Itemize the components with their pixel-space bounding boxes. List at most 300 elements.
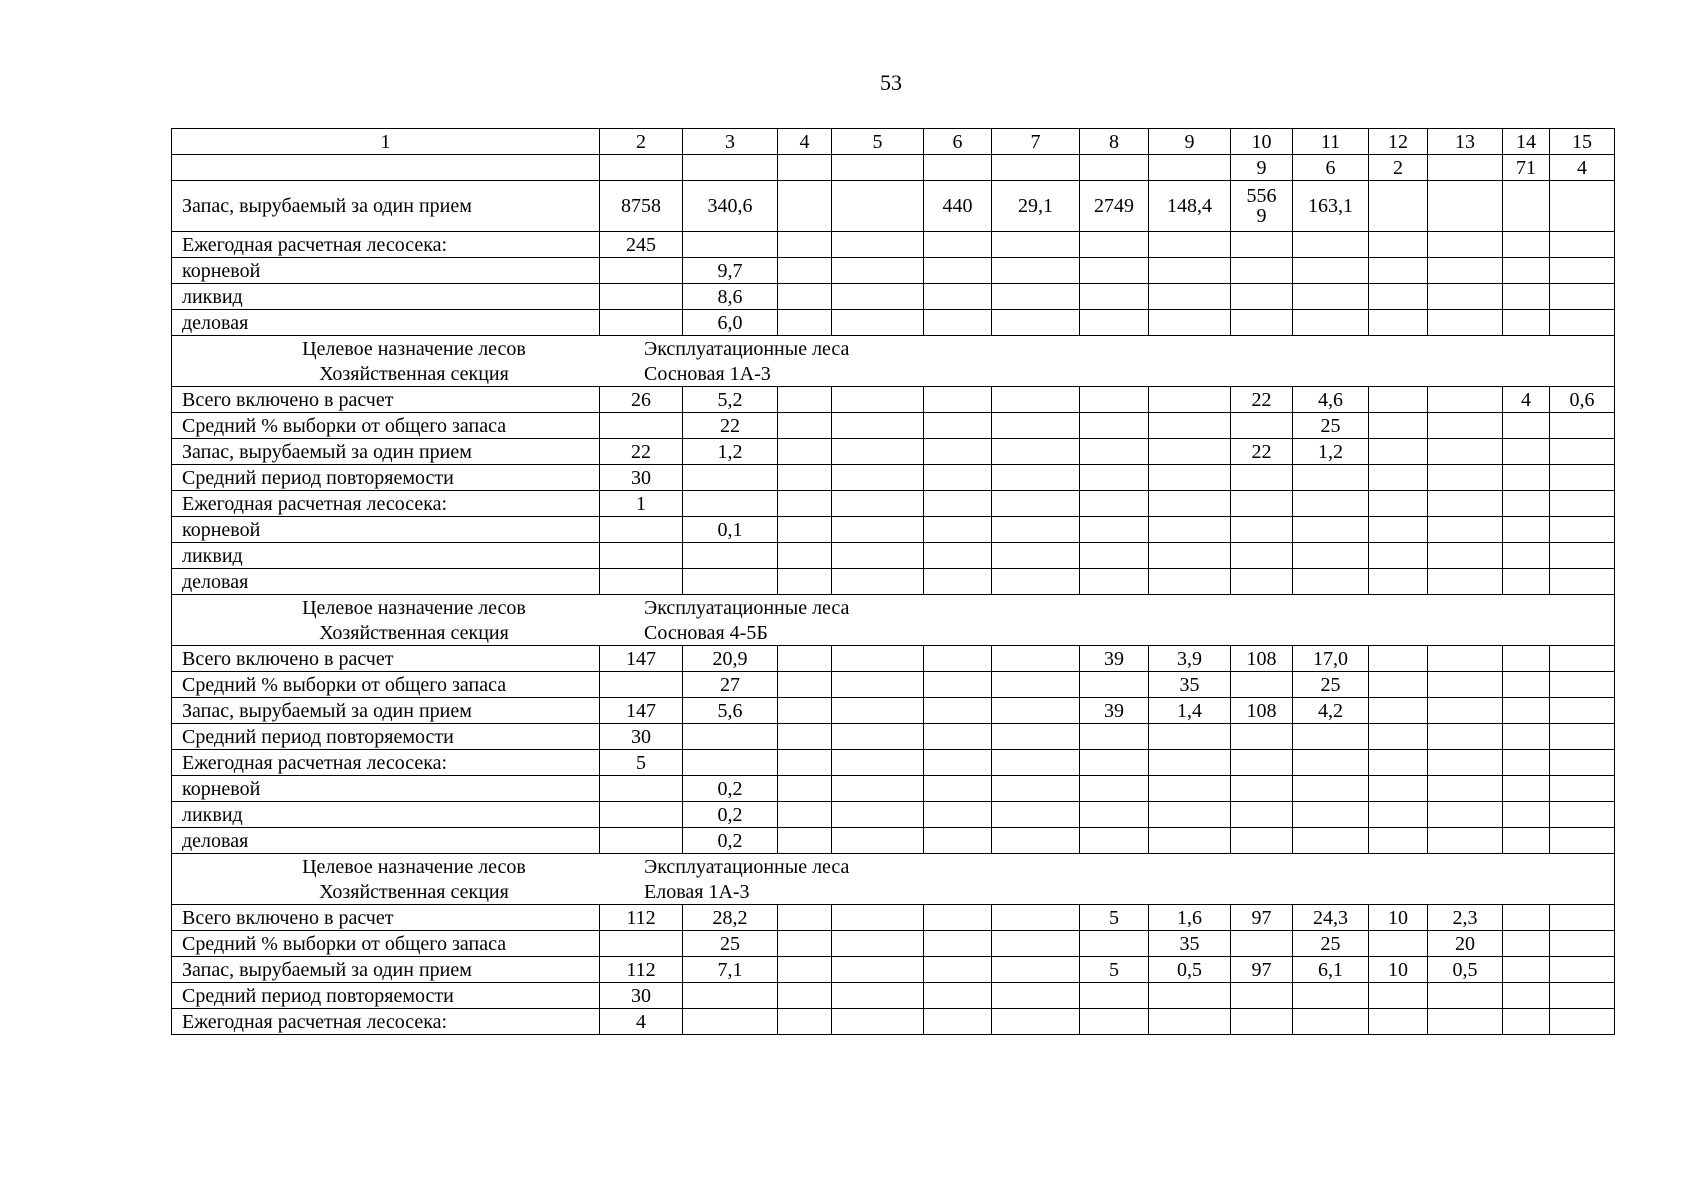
table-cell	[1503, 983, 1550, 1009]
column-number-cell: 4	[778, 129, 832, 155]
table-cell: 22	[600, 439, 683, 465]
table-cell	[1149, 750, 1231, 776]
table-cell: 163,1	[1293, 181, 1369, 232]
table-cell	[778, 387, 832, 413]
table-row	[172, 439, 1615, 465]
table-cell	[1369, 672, 1428, 698]
table-cell	[1550, 646, 1615, 672]
table-cell	[1503, 698, 1550, 724]
table-cell	[1550, 258, 1615, 284]
table-cell	[778, 698, 832, 724]
section-label: Хозяйственная секция	[319, 621, 509, 644]
table-cell	[778, 646, 832, 672]
table-cell	[1293, 1009, 1369, 1035]
table-cell	[1293, 750, 1369, 776]
table-cell	[992, 983, 1080, 1009]
table-cell	[1503, 905, 1550, 931]
table-cell	[1231, 672, 1293, 698]
table-cell: 147	[600, 698, 683, 724]
table-cell: 10	[1369, 957, 1428, 983]
table-cell	[1369, 310, 1428, 336]
table-cell	[1149, 491, 1231, 517]
row-label: деловая	[172, 569, 600, 595]
table-row	[172, 905, 1615, 931]
table-cell	[832, 569, 924, 595]
table-cell	[778, 828, 832, 854]
table-cell	[1503, 569, 1550, 595]
table-cell	[1293, 232, 1369, 258]
table-cell	[600, 802, 683, 828]
table-cell: 29,1	[992, 181, 1080, 232]
table-cell	[1293, 724, 1369, 750]
table-cell: 1,6	[1149, 905, 1231, 931]
table-cell	[832, 413, 924, 439]
table-cell	[1293, 517, 1369, 543]
table-cell	[1149, 284, 1231, 310]
table-cell: 30	[600, 465, 683, 491]
table-cell	[1428, 646, 1503, 672]
table-cell	[1149, 387, 1231, 413]
table-cell	[1369, 776, 1428, 802]
section-header-cell	[172, 854, 1615, 905]
table-cell	[683, 465, 778, 491]
table-cell	[1231, 1009, 1293, 1035]
table-cell	[1293, 491, 1369, 517]
table-cell: 35	[1149, 672, 1231, 698]
table-cell	[924, 750, 992, 776]
table-cell	[778, 517, 832, 543]
table-cell	[924, 957, 992, 983]
table-cell	[924, 931, 992, 957]
table-cell	[992, 258, 1080, 284]
table-cell	[832, 181, 924, 232]
row-label: деловая	[172, 310, 600, 336]
table-cell	[924, 569, 992, 595]
table-cell: 1,2	[1293, 439, 1369, 465]
table-cell	[1080, 465, 1149, 491]
table-cell	[600, 517, 683, 543]
table-cell	[1550, 413, 1615, 439]
section-header-cell	[172, 336, 1615, 387]
table-cell: 6,0	[683, 310, 778, 336]
table-cell	[1293, 828, 1369, 854]
table-cell	[924, 646, 992, 672]
table-cell	[832, 983, 924, 1009]
table-cell: 24,3	[1293, 905, 1369, 931]
table-cell	[778, 983, 832, 1009]
table-cell	[1550, 828, 1615, 854]
table-cell	[1231, 465, 1293, 491]
table-cell	[1369, 828, 1428, 854]
table-cell	[1503, 802, 1550, 828]
table-cell: 22	[1231, 387, 1293, 413]
section-label: Хозяйственная секция	[319, 880, 509, 903]
purpose-label: Целевое назначение лесов	[302, 596, 526, 619]
table-cell	[992, 543, 1080, 569]
table-cell	[1369, 983, 1428, 1009]
table-row	[172, 698, 1615, 724]
table-cell: 20,9	[683, 646, 778, 672]
table-cell	[1428, 439, 1503, 465]
continuation-cell: 2	[1369, 155, 1428, 181]
continuation-cell: 4	[1550, 155, 1615, 181]
row-label: ликвид	[172, 284, 600, 310]
table-cell: 147	[600, 646, 683, 672]
table-cell	[778, 284, 832, 310]
table-cell	[1428, 491, 1503, 517]
table-cell: 0,2	[683, 776, 778, 802]
table-cell	[1550, 543, 1615, 569]
column-number-cell: 12	[1369, 129, 1428, 155]
table-cell	[1293, 284, 1369, 310]
table-cell	[778, 750, 832, 776]
table-cell	[1080, 439, 1149, 465]
table-cell	[832, 698, 924, 724]
table-cell	[683, 983, 778, 1009]
table-cell	[1550, 284, 1615, 310]
table-cell	[1428, 413, 1503, 439]
table-cell	[1369, 543, 1428, 569]
table-cell	[1149, 413, 1231, 439]
table-row	[172, 569, 1615, 595]
table-cell: 0,2	[683, 802, 778, 828]
table-cell	[992, 413, 1080, 439]
table-cell: 245	[600, 232, 683, 258]
table-cell	[1369, 750, 1428, 776]
table-cell	[1503, 232, 1550, 258]
table-cell	[1503, 646, 1550, 672]
purpose-value: Эксплуатационные леса	[644, 596, 850, 619]
table-cell	[1428, 776, 1503, 802]
table-cell: 4	[600, 1009, 683, 1035]
table-cell	[1080, 983, 1149, 1009]
table-cell	[1231, 802, 1293, 828]
table-cell	[1080, 543, 1149, 569]
table-row	[172, 802, 1615, 828]
table-cell: 2,3	[1428, 905, 1503, 931]
table-cell	[778, 776, 832, 802]
table-row	[172, 724, 1615, 750]
table-cell	[832, 905, 924, 931]
table-cell	[1149, 776, 1231, 802]
table-cell	[992, 828, 1080, 854]
column-number-cell: 15	[1550, 129, 1615, 155]
table-cell	[778, 672, 832, 698]
table-cell	[1149, 517, 1231, 543]
column-number-cell: 10	[1231, 129, 1293, 155]
table-cell	[1149, 983, 1231, 1009]
table-cell	[1080, 724, 1149, 750]
continuation-cell	[172, 155, 600, 181]
row-label: Ежегодная расчетная лесосека:	[172, 1009, 600, 1035]
table-cell: 6,1	[1293, 957, 1369, 983]
table-row	[172, 232, 1615, 258]
table-row	[172, 672, 1615, 698]
table-cell	[1080, 284, 1149, 310]
table-cell	[992, 698, 1080, 724]
table-cell	[1231, 310, 1293, 336]
table-cell	[778, 491, 832, 517]
table-cell	[1428, 828, 1503, 854]
table-cell	[600, 258, 683, 284]
table-cell: 4	[1503, 387, 1550, 413]
table-cell	[1293, 776, 1369, 802]
table-cell: 112	[600, 957, 683, 983]
table-cell	[1428, 983, 1503, 1009]
table-cell	[924, 724, 992, 750]
table-cell	[1550, 569, 1615, 595]
table-cell: 108	[1231, 646, 1293, 672]
table-row	[172, 517, 1615, 543]
table-cell: 5	[1080, 905, 1149, 931]
table-cell	[924, 828, 992, 854]
table-cell: 25	[1293, 931, 1369, 957]
table-cell	[1550, 905, 1615, 931]
table-cell: 5,2	[683, 387, 778, 413]
table-cell	[1149, 828, 1231, 854]
table-cell	[600, 569, 683, 595]
table-cell	[778, 181, 832, 232]
table-cell: 1,4	[1149, 698, 1231, 724]
row-label: Ежегодная расчетная лесосека:	[172, 232, 600, 258]
table-cell	[832, 465, 924, 491]
purpose-value: Эксплуатационные леса	[644, 855, 850, 878]
table-row	[172, 931, 1615, 957]
table-cell: 39	[1080, 646, 1149, 672]
table-cell	[1369, 698, 1428, 724]
table-cell	[600, 310, 683, 336]
table-cell	[924, 232, 992, 258]
table-cell	[832, 672, 924, 698]
table-cell	[1080, 802, 1149, 828]
table-cell	[778, 905, 832, 931]
table-cell	[1503, 828, 1550, 854]
table-cell	[778, 232, 832, 258]
table-cell: 27	[683, 672, 778, 698]
table-cell	[1503, 931, 1550, 957]
continuation-cell	[600, 155, 683, 181]
table-cell: 5	[1080, 957, 1149, 983]
row-label: деловая	[172, 828, 600, 854]
table-cell	[1428, 1009, 1503, 1035]
table-cell: 22	[683, 413, 778, 439]
continuation-row	[172, 155, 1615, 181]
table-cell	[1231, 750, 1293, 776]
table-cell	[832, 284, 924, 310]
table-cell	[1369, 284, 1428, 310]
table-cell	[1149, 724, 1231, 750]
table-cell	[778, 957, 832, 983]
continuation-cell: 71	[1503, 155, 1550, 181]
table-cell	[1428, 750, 1503, 776]
continuation-cell	[1428, 155, 1503, 181]
table-cell	[1428, 802, 1503, 828]
table-cell: 440	[924, 181, 992, 232]
table-cell	[1428, 517, 1503, 543]
table-cell	[1503, 439, 1550, 465]
table-cell	[992, 465, 1080, 491]
table-cell: 10	[1369, 905, 1428, 931]
table-cell	[1428, 181, 1503, 232]
table-cell: 30	[600, 983, 683, 1009]
section-value: Сосновая 4-5Б	[644, 621, 768, 644]
table-cell	[1503, 724, 1550, 750]
table-cell	[1231, 931, 1293, 957]
column-number-cell: 9	[1149, 129, 1231, 155]
table-cell	[1231, 491, 1293, 517]
table-row	[172, 310, 1615, 336]
table-cell	[832, 646, 924, 672]
purpose-value: Эксплуатационные леса	[644, 337, 850, 360]
table-cell	[1293, 543, 1369, 569]
table-cell	[1149, 232, 1231, 258]
row-label: Средний период повторяемости	[172, 724, 600, 750]
table-cell	[1231, 569, 1293, 595]
row-label: Всего включено в расчет	[172, 905, 600, 931]
table-cell	[1550, 517, 1615, 543]
table-cell	[1369, 517, 1428, 543]
row-label: Запас, вырубаемый за один прием	[172, 439, 600, 465]
table-row	[172, 776, 1615, 802]
table-cell	[1149, 310, 1231, 336]
table-cell	[600, 284, 683, 310]
table-cell	[992, 750, 1080, 776]
table-cell	[1369, 646, 1428, 672]
table-cell	[1080, 828, 1149, 854]
table-cell	[992, 387, 1080, 413]
table-cell	[1550, 491, 1615, 517]
table-cell: 25	[1293, 672, 1369, 698]
table-cell: 340,6	[683, 181, 778, 232]
table-cell	[924, 802, 992, 828]
table-cell	[683, 569, 778, 595]
table-cell	[1503, 543, 1550, 569]
table-row	[172, 413, 1615, 439]
table-cell	[1503, 258, 1550, 284]
table-cell	[1503, 1009, 1550, 1035]
table-cell	[778, 465, 832, 491]
table-cell	[992, 1009, 1080, 1035]
table-cell	[1550, 724, 1615, 750]
section-header-row	[172, 854, 1615, 905]
table-cell	[1503, 181, 1550, 232]
table-cell: 30	[600, 724, 683, 750]
table-cell	[1149, 258, 1231, 284]
table-cell	[1503, 465, 1550, 491]
table-cell	[1550, 672, 1615, 698]
table-cell	[832, 491, 924, 517]
table-row	[172, 646, 1615, 672]
column-number-cell: 3	[683, 129, 778, 155]
table-cell	[1231, 776, 1293, 802]
table-cell: 3,9	[1149, 646, 1231, 672]
table-cell	[832, 258, 924, 284]
table-cell	[1369, 569, 1428, 595]
row-label: Средний период повторяемости	[172, 465, 600, 491]
table-cell	[832, 517, 924, 543]
row-label: Всего включено в расчет	[172, 387, 600, 413]
table-cell: 5,6	[683, 698, 778, 724]
table-cell	[600, 776, 683, 802]
table-cell	[683, 543, 778, 569]
row-label: Запас, вырубаемый за один прием	[172, 957, 600, 983]
table-cell	[832, 750, 924, 776]
table-cell	[1293, 983, 1369, 1009]
table-cell	[1080, 232, 1149, 258]
table-cell: 0,2	[683, 828, 778, 854]
table-cell	[600, 828, 683, 854]
row-label: Запас, вырубаемый за один прием	[172, 698, 600, 724]
row-label: Всего включено в расчет	[172, 646, 600, 672]
table-cell	[683, 750, 778, 776]
purpose-label: Целевое назначение лесов	[302, 337, 526, 360]
table-cell	[1080, 776, 1149, 802]
table-cell	[1149, 569, 1231, 595]
table-cell	[600, 543, 683, 569]
table-cell	[992, 232, 1080, 258]
table-cell: 97	[1231, 957, 1293, 983]
table-cell	[924, 905, 992, 931]
table-cell	[1149, 465, 1231, 491]
table-cell	[924, 1009, 992, 1035]
table-row	[172, 491, 1615, 517]
row-label: корневой	[172, 517, 600, 543]
table-cell	[1550, 439, 1615, 465]
table-cell	[924, 698, 992, 724]
table-cell: 1	[600, 491, 683, 517]
table-cell	[924, 258, 992, 284]
section-header-row	[172, 595, 1615, 646]
table-cell	[832, 232, 924, 258]
table-cell	[1428, 258, 1503, 284]
table-cell	[683, 724, 778, 750]
table-cell	[1231, 413, 1293, 439]
continuation-cell	[992, 155, 1080, 181]
table-cell: 5	[600, 750, 683, 776]
table-row	[172, 181, 1615, 232]
table-cell	[1149, 802, 1231, 828]
table-cell	[778, 439, 832, 465]
table-cell: 4,2	[1293, 698, 1369, 724]
table-cell	[992, 776, 1080, 802]
table-cell	[832, 931, 924, 957]
table-cell	[1369, 181, 1428, 232]
table-cell	[1080, 258, 1149, 284]
table-cell	[1503, 413, 1550, 439]
table-cell	[992, 646, 1080, 672]
table-cell	[1369, 465, 1428, 491]
column-number-cell: 5	[832, 129, 924, 155]
table-cell	[992, 905, 1080, 931]
table-cell	[1369, 724, 1428, 750]
table-cell	[1503, 517, 1550, 543]
section-value: Еловая 1А-3	[644, 880, 750, 903]
row-label: Ежегодная расчетная лесосека:	[172, 491, 600, 517]
table-cell	[1550, 750, 1615, 776]
table-cell	[924, 439, 992, 465]
table-cell	[1428, 310, 1503, 336]
continuation-cell	[1080, 155, 1149, 181]
table-cell	[832, 828, 924, 854]
column-number-row	[172, 129, 1615, 155]
table-cell	[1369, 439, 1428, 465]
table-cell: 9,7	[683, 258, 778, 284]
table-cell	[778, 543, 832, 569]
table-row	[172, 828, 1615, 854]
table-cell: 108	[1231, 698, 1293, 724]
table-cell: 26	[600, 387, 683, 413]
table-cell	[992, 439, 1080, 465]
